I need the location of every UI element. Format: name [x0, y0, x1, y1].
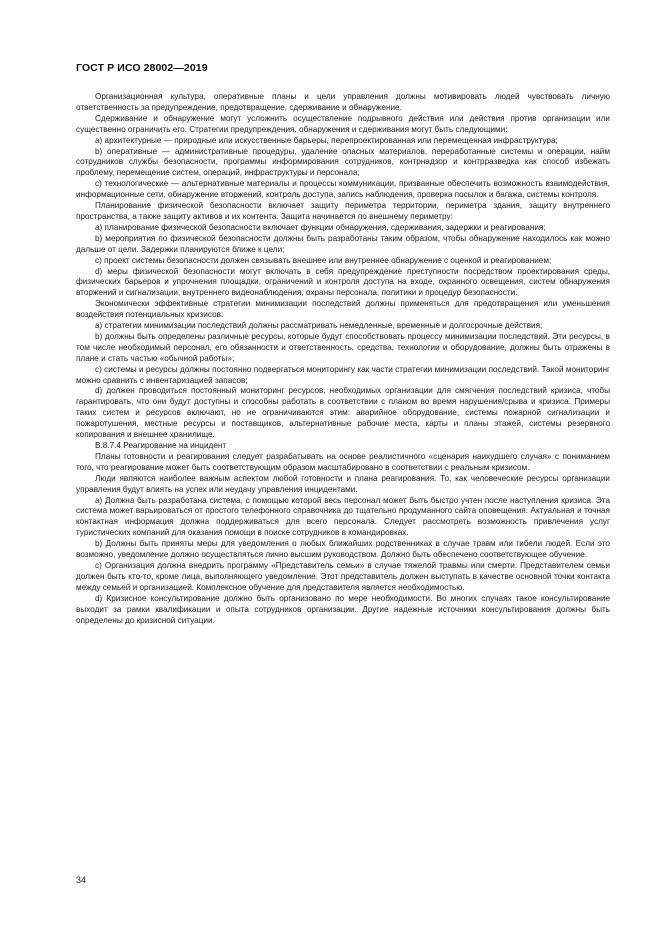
paragraph: Люди являются наиболее важным аспектом любой готовности и плана реагирования. То, как человеческие ресурсы организации управления будут влиять на успех или неудачу управления инцидентами.	[76, 473, 610, 494]
list-item: d) должен проводиться постоянный мониторинг ресурсов, необходимых организации для смягчения последствий кризиса, чтобы гарантировать, что они будут доступны и способны работать в соответствии с планом во время нарушения/срыва и кризиса. Примеры таких систем и ресурсов включают, но не ограничиваются этим: аварийное оборудование, системы пожарной сигнализации и пожаротушения, местные ресурсы и поставщиков, альтернативные рабочие места, карты и планы этажей, системы резервного копирования и внешнее хранилище.	[76, 386, 610, 440]
list-item: b) оперативные — административные процедуры, удаление опасных материалов, переработанные системы и операции, найм сотрудников службы безопасности, программы информирования сотрудников, контрнадзор и контрразведка как способ избежать проблему, перемещение систем, операций, инфраструктуры и персонала;	[76, 146, 610, 178]
paragraph: Организационная культура, оперативные планы и цели управления должны мотивировать людей чувствовать личную ответственность за предупреждение, предотвращение, сдерживание и обнаружение.	[76, 92, 610, 112]
list-item: d) Кризисное консультирование должно быть организовано по мере необходимости. Во многих случаях такое консультирование выходит за рамки квалификации и опыта сотрудников организации. Другие надежные источники консультирования должны быть определены до кризисной ситуации.	[76, 593, 610, 625]
list-item: c) проект системы безопасности должен связывать внешнее или внутреннее обнаружение с оценкой и реагированием;	[95, 255, 552, 265]
list-item: b) мероприятия по физической безопасности должны быть разработаны таким образом, чтобы обнаружение находилось как можно дальше от цели. Задержки планируются ближе к цели;	[76, 233, 610, 254]
list-item: a) стратегии минимизации последствий должны рассматривать немедленные, временные и долгосрочные действия;	[95, 321, 543, 331]
paragraph: Сдерживание и обнаружение могут усложнить осуществление подрывного действия или действия против организации или существенно ограничить его. Стратегии предупреждения, обнаружения и сдерживания могут быть следующими:	[76, 113, 610, 134]
list-item: b) должны быть определены различные ресурсы, которые будут способствовать процессу минимизации последствий. Эти ресурсы, в том числе необходимый персонал, его обязанности и ответственность, средства, технологии и оборудование, должны быть отражены в плане и стать частью «обычной работы»;	[76, 331, 610, 363]
list-item: c) технологические — альтернативные материалы и процессы коммуникации, призванные обеспечить возможность взаимодействия, информационные сети, обнаружение вторжений, контроль доступа, запись наблюдения, проверка посылок и багажа, системы контроля.	[76, 179, 610, 200]
list-item: c) системы и ресурсы должны постоянно подвергаться мониторингу как части стратегии минимизации последствий. Такой мониторинг можно сравнить с инвентаризацией запасов;	[76, 364, 610, 385]
body-text	[76, 92, 610, 626]
list-item: d) меры физической безопасности могут включать в себя предупреждение преступности посредством проектирования среды, физических барьеров и упрочнения площадки, ограничений и контроля доступа на входе, охранного освещения, систем обнаружения вторжений и сигнализации, внутреннего видеонаблюдения, охраны персонала, политики и процедур безопасности.	[76, 266, 610, 298]
paragraph: Экономически эффективные стратегии минимизации последствий должны применяться для предотвращения или уменьшения воздействия потенциальных кризисов:	[76, 299, 610, 320]
list-item: b) Должны быть приняты меры для уведомления о любых ближайших родственниках в случае травм или гибели людей. Если это возможно, уведомление должно осуществляться лично высшим руководством. Должно быть обеспечено соответствующее обучение.	[76, 539, 610, 560]
list-item: a) Должна быть разработана система, с помощью которой весь персонал может быть быстро учтен после наступления кризиса. Эта система может варьироваться от простого телефонного справочника до тщательно продуманного сайта оповещения. Актуальная и точная контактная информация должна поддерживаться для всего персонала. Следует рассмотреть возможность привлечения услуг туристических компаний для оказания помощи в поиске сотрудников в командировках.	[76, 495, 610, 538]
list-item: a) архитектурные — природные или искусственные барьеры, перепроектированная или перемещенная инфраструктура;	[95, 135, 558, 145]
list-item: a) планирование физической безопасности включает функции обнаружения, сдерживания, задержки и реагирования;	[95, 222, 546, 232]
list-item: c) Организация должна внедрить программу «Представитель семьи» в случае тяжелой травмы или смерти. Представителем семьи должен быть кто-то, кроме лица, выполняющего уведомление. Этот представитель должен выступать в качестве основной точки контакта между семьей и организацией. Комплексное обучение для представителя является необходимостью.	[76, 560, 610, 592]
paragraph: Планы готовности и реагирования следует разрабатывать на основе реалистичного «сценария наихудшего случая» с пониманием того, что реагирование может быть соответствующим образом масштабировано в соответствии с реальным кризисом.	[76, 451, 610, 472]
page-number: 34	[76, 875, 87, 885]
page-header-doc-code: ГОСТ Р ИСО 28002—2019	[76, 62, 208, 74]
section-heading: В.8.7.4 Реагирование на инцидент	[95, 441, 227, 450]
paragraph: Планирование физической безопасности включает защиту периметра территории, периметра здания, защиту внутреннего пространства, а также защиту активов и их контента. Защита начинается по внешнему периметру:	[76, 201, 610, 221]
